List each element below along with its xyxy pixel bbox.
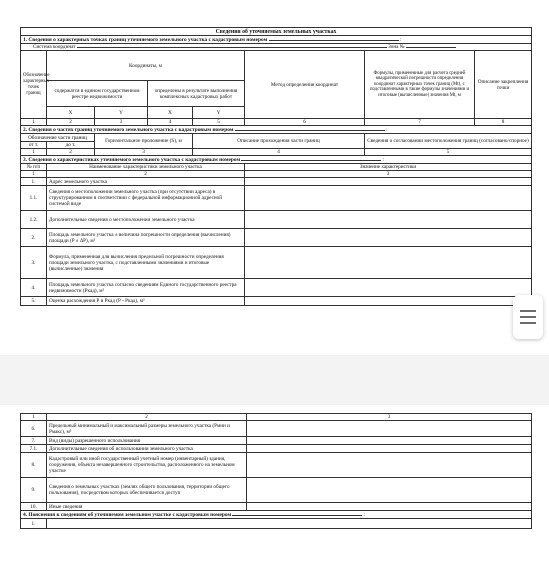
section-1-heading: 1. Сведения о характерных точках границ уточняемого земельного участка с кадастровым номером	[23, 36, 268, 43]
table-row: 1. Адрес земельного участка	[21, 178, 532, 186]
table-row: 1.1. Сведения о местоположении земельного участка (при отсутствии адреса) в структурированном в соответствии с федеральной информационной адресной системой виде	[21, 186, 532, 211]
col-row-number: № п/п	[21, 164, 47, 171]
document-page-2	[0, 405, 549, 570]
page-gap	[0, 355, 549, 405]
col-part-description: Описание прохождения части границ	[193, 134, 365, 149]
table-row: 3. Формула, примененная для вычисления предельной погрешности определения площади земельного участка, с подставленными значениями и итоговые (вычисленные) значения	[21, 247, 532, 279]
col-point-designation: Обозначение характерных точек границ	[21, 51, 47, 119]
parcel-info-table: Сведения об уточняемых земельных участках 1. Сведения о характерных точках границ уточняемого земельного участка с кадастровым номером : Система координат Зона № Обозначение характерных точек границ Координаты, м Метод определения координат Формулы, примененные для расчета средней квадратической погрешности определения координат характерных точек границ (Mt), с подставленными в такие формулы значениями и итоговые (вычисленные) значения Mt, м Описание закрепления точки содержатся в едином государственном реестре недвижимости определены в результате выполнения комплексных кадастровых работ X Y X Y 1 2 3 4 5 6 7 8 2. Сведения о частях границ уточняемого земельного участка с кадастровым номером : Обозначение части границ Горизонтальное проложение (S), м Описание прохождения части границ Сведения о согласовании местоположения границ (согласовано/спорное) от т. до т. 1 2 3 4 5 3. Сведения о характеристиках уточняемого земельного участка с кадастровым номером : № п/п Наименование характеристики земельного участка Значение характеристики 1 2 3 1. Адрес земельного участка 1.1. Сведения о местоположении земельного участка (при отсутствии адреса) в структурированном в соответствии с федеральной информационной адресной системой виде 1.2. Дополнительные сведения о местоположении земельного участка 2. Площадь земельного участка ± величина погрешности определения (вычисления) площади (P ± ΔP), м² 3. Формула, примененная для вычисления предельной погрешности определения площади земельного участка, с подставленными значениями и итоговые (вычисленные) значения 4. Площадь земельного участка согласно сведениям Единого государственного реестра недвижимости (Ркад), м² 5. Оценка расхождения Р и Ркад (Р - Ркад), м²	[20, 27, 532, 306]
col-registry: содержатся в едином государственном реестре недвижимости	[47, 81, 148, 107]
col-complex-works: определены в результате выполнения комплексных кадастровых работ	[148, 81, 245, 107]
table-row: 6. Предельный минимальный и максимальный размеры земельного участка (Pмин и Pмакс), м²	[21, 421, 532, 437]
table-row: 10. Иные сведения	[21, 503, 532, 511]
table-row: 8. Кадастровый или иной государственный учетный номер (инвентарный) здания, сооружения, объекта незавершенного строительства, расположенного на земельном участке	[21, 453, 532, 478]
document-title: Сведения об уточняемых земельных участках	[21, 28, 532, 36]
table-row: 1.2. Дополнительные сведения о местоположении земельного участка	[21, 211, 532, 229]
scroll-menu-button[interactable]	[513, 295, 543, 339]
section-4-heading: 4. Пояснения к сведениям об уточняемом земельном участке с кадастровым номером	[23, 511, 232, 518]
col-coordinates: Координаты, м	[47, 51, 245, 81]
table-row: 1.	[21, 519, 532, 529]
col-characteristic-value: Значение характеристики	[245, 164, 532, 171]
col-horizontal-length: Горизонтальное проложение (S), м	[95, 134, 193, 149]
coordinate-system-label: Система координат	[33, 44, 76, 50]
table-row: 5. Оценка расхождения Р и Ркад (Р - Ркад), м²	[21, 297, 532, 306]
col-method: Метод определения координат	[245, 51, 365, 119]
col-fixation: Описание закрепления точки	[475, 51, 532, 119]
zone-label: Зона №	[388, 44, 405, 50]
col-part-designation: Обозначение части границ	[21, 134, 95, 142]
section-3-heading: 3. Сведения о характеристиках уточняемого земельного участка с кадастровым номером	[23, 156, 241, 163]
table-row: 4. Площадь земельного участка согласно сведениям Единого государственного реестра недвижимости (Ркад), м²	[21, 279, 532, 297]
table-row: 7.1. Дополнительные сведения об использовании земельного участка	[21, 445, 532, 453]
table-row: 2. Площадь земельного участка ± величина погрешности определения (вычисления) площади (P ± ΔP), м²	[21, 229, 532, 247]
table-row: 7. Вид (виды) разрешенного использования	[21, 437, 532, 445]
table-row: 9. Сведения о земельных участках (землях общего пользования, территории общего пользования), посредством которых обеспечивается доступ	[21, 478, 532, 503]
section-2-heading: 2. Сведения о частях границ уточняемого земельного участка с кадастровым номером	[23, 126, 234, 133]
parcel-info-table-continued: 1 2 3 6. Предельный минимальный и максимальный размеры земельного участка (Pмин и Pмакс), м² 7. Вид (виды) разрешенного использования 7.1. Дополнительные сведения об использовании земельного участка 8. Кадастровый или иной государственный учетный номер (инвентарный) здания, сооружения, объекта незавершенного строительства, расположенного на земельном участке 9. Сведения о земельных участках (землях общего пользования, территории общего пользования), посредством которых обеспечивается доступ 10. Иные сведения 4. Пояснения к сведениям об уточняемом земельном участке с кадастровым номером : 1.	[20, 413, 532, 529]
col-characteristic-name: Наименование характеристики земельного участка	[47, 164, 245, 171]
col-agreement: Сведения о согласовании местоположения границ (согласовано/спорное)	[365, 134, 532, 149]
col-formulas: Формулы, примененные для расчета средней квадратической погрешности определения координат характерных точек границ (Mt), с подставленными в такие формулы значениями и итоговые (вычисленные) значения Mt, м	[365, 51, 475, 119]
